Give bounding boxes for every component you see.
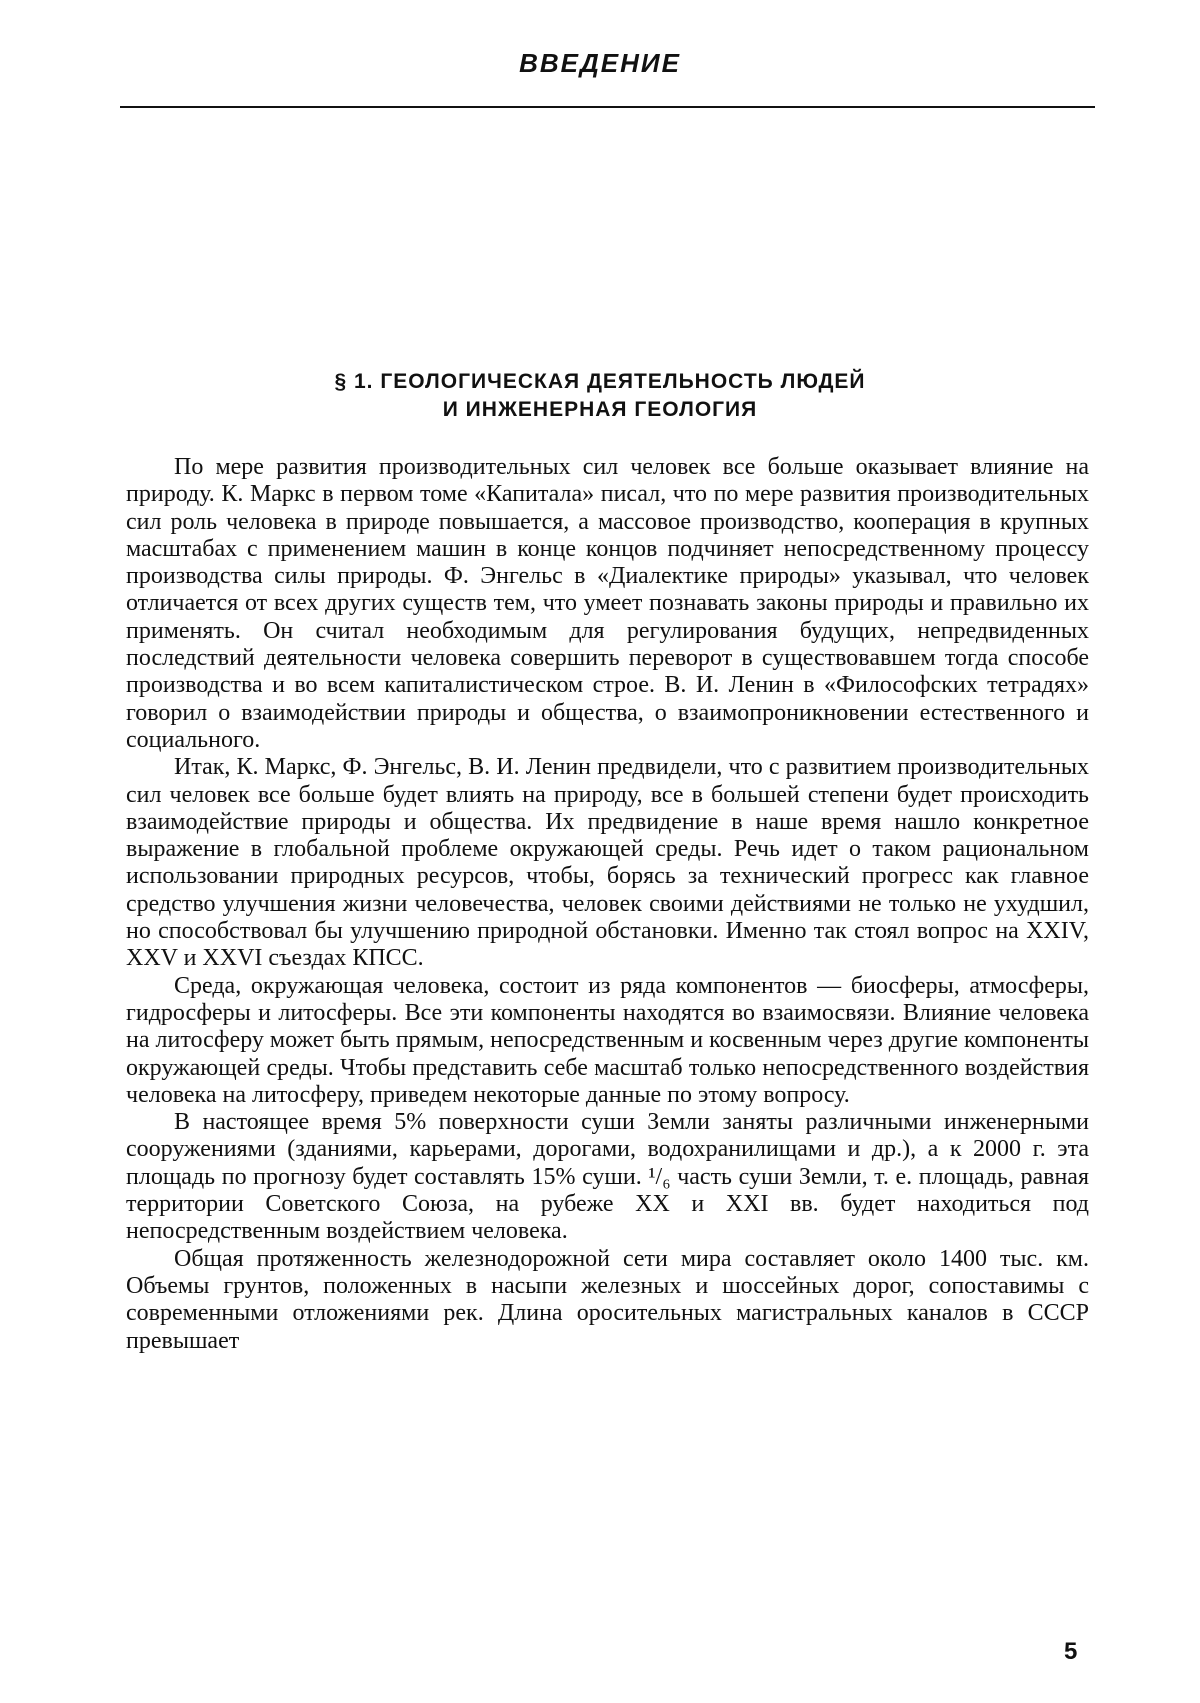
paragraph: В настоящее время 5% поверхности суши Земли заняты различными инженерными сооружениями (зданиями, карьерами, дорогами, водохранилищами и др.), а к 2000 г. эта площадь по прогнозу будет составлять 15% суши. ¹/₆ часть суши Земли, т. е. площадь, равная территории Советского Союза, на рубеже XX и XXI вв. будет находиться под непосредственным воздействием человека. bbox=[126, 1109, 1089, 1245]
paragraph: По мере развития производительных сил человек все больше оказывает влияние на природу. К. Маркс в первом томе «Капитала» писал, что по мере развития производительных сил роль человека в природе повышается, а массовое производство, кооперация в крупных масштабах с применением машин в конце концов подчиняет непосредственному процессу производства силы природы. Ф. Энгельс в «Диалектике природы» указывал, что человек отличается от всех других существ тем, что умеет познавать законы природы и правильно их применять. Он считал необходимым для регулирования будущих, непредвиденных последствий деятельности человека совершить переворот в существовавшем тогда способе производства и во всем капиталистическом строе. В. И. Ленин в «Философских тетрадях» говорил о взаимодействии природы и общества, о взаимопроникновении естественного и социального. bbox=[126, 454, 1089, 753]
header-rule bbox=[120, 106, 1095, 108]
section-heading-line-1: § 1. ГЕОЛОГИЧЕСКАЯ ДЕЯТЕЛЬНОСТЬ ЛЮДЕЙ bbox=[334, 370, 866, 393]
paragraph: Среда, окружающая человека, состоит из ряда компонентов — биосферы, атмосферы, гидросферы и литосферы. Все эти компоненты находятся во взаимосвязи. Влияние человека на литосферу может быть прямым, непосредственным и косвенным через другие компоненты окружающей среды. Чтобы представить себе масштаб только непосредственного воздействия человека на литосферу, приведем некоторые данные по этому вопросу. bbox=[126, 972, 1089, 1108]
section-heading-line-2: И ИНЖЕНЕРНАЯ ГЕОЛОГИЯ bbox=[442, 398, 758, 421]
running-head: ВВЕДЕНИЕ bbox=[519, 48, 681, 78]
body-text bbox=[126, 454, 1089, 1355]
paragraph: Общая протяженность железнодорожной сети мира составляет около 1400 тыс. км. Объемы грунтов, положенных в насыпи железных и шоссейных дорог, сопоставимы с современными отложениями рек. Длина оросительных магистральных каналов в СССР превышает bbox=[126, 1245, 1089, 1354]
section-heading bbox=[0, 368, 1200, 424]
paragraph: Итак, К. Маркс, Ф. Энгельс, В. И. Ленин предвидели, что с развитием производительных сил человек все больше будет влиять на природу, все в большей степени будет происходить взаимодействие природы и общества. Их предвидение в наше время нашло конкретное выражение в глобальной проблеме окружающей среды. Речь идет о таком рациональном использовании природных ресурсов, чтобы, борясь за технический прогресс как главное средство улучшения жизни человечества, человек своими действиями не только не ухудшил, но способствовал бы улучшению природной обстановки. Именно так стоял вопрос на XXIV, XXV и XXVI съездах КПСС. bbox=[126, 754, 1089, 972]
page-number: 5 bbox=[1064, 1638, 1078, 1665]
